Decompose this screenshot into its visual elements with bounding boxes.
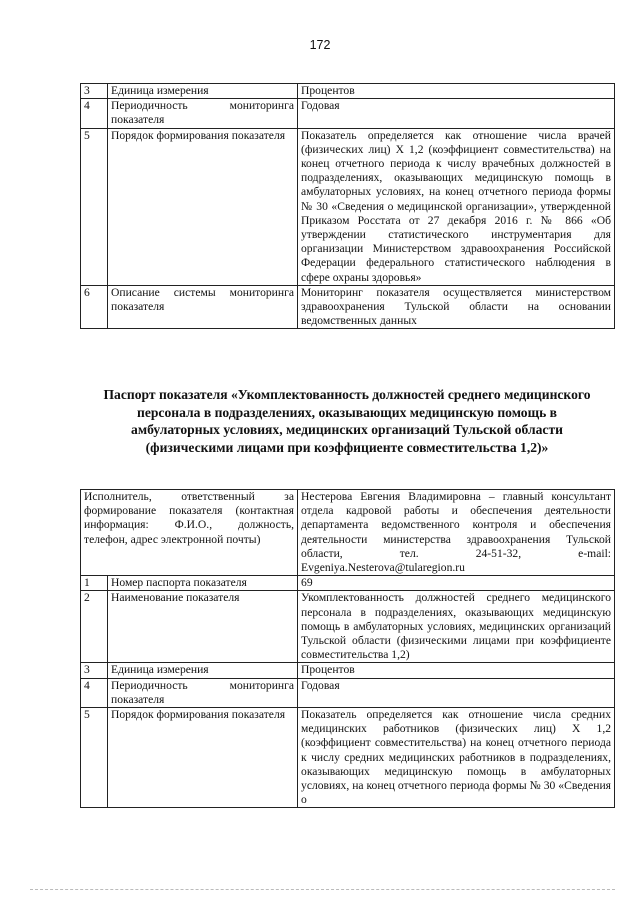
row-value: 69 [298,576,615,591]
row-label: Единица измерения [108,84,298,99]
executor-value: Нестерова Евгения Владимировна – главный консультант отдела кадровой работы и обеспечения деятельности департамента ведомственного контроля и обеспечения деятельности министерства здравоохранения Тульской области, тел. 24-51-32, e-mail: Evgeniya.Nesterova@tularegion.ru [298,490,615,576]
row-value: Показатель определяется как отношение числа средних медицинских работников (физических лиц) Х 1,2 (коэффициент совместительства) на конец отчетного периода к числу средних медицинских работников в подразделениях, оказывающих медицинскую помощь в амбулаторных условиях, на конец отчетного периода формы № 30 «Сведения о [298,708,615,808]
row-value: Показатель определяется как отношение числа врачей (физических лиц) Х 1,2 (коэффициент совместительства) на конец отчетного периода к числу врачебных должностей в подразделениях, оказывающих медицинскую помощь в амбулаторных условиях, на конец отчетного периода формы № 30 «Сведения о медицинской организации», утвержденной Приказом Росстата от 27 декабря 2016 г. № 866 «Об утверждении статистического инструментария для организации Министерством здравоохранения Российской Федерации федерального статистического наблюдения в сфере охраны здоровья» [298,128,615,285]
row-value: Процентов [298,663,615,678]
row-value: Укомплектованность должностей среднего медицинского персонала в подразделениях, оказывающих медицинскую помощь в амбулаторных условиях, медицинских организаций Тульской области (физическими лицами при коэффициенте совместительства 1,2) [298,591,615,663]
indicator-table-continued [80,83,615,329]
row-number: 5 [81,708,108,808]
table-row [81,576,615,591]
row-number: 2 [81,591,108,663]
row-value: Мониторинг показателя осуществляется министерством здравоохранения Тульской области на основании ведомственных данных [298,285,615,329]
executor-label: Исполнитель, ответственный за формирование показателя (контактная информация: Ф.И.О., должность, телефон, адрес электронной почты) [81,490,298,576]
table-row [81,285,615,329]
table-row [81,128,615,285]
page-bottom-artifact-line [30,889,615,890]
row-label: Описание системы мониторинга показателя [108,285,298,329]
table-row [81,99,615,128]
row-number: 4 [81,99,108,128]
row-number: 4 [81,678,108,707]
row-value: Годовая [298,678,615,707]
table-row-header [81,490,615,576]
table-row [81,708,615,808]
row-label: Порядок формирования показателя [108,708,298,808]
row-label: Порядок формирования показателя [108,128,298,285]
row-number: 5 [81,128,108,285]
row-label: Единица измерения [108,663,298,678]
table-row [81,84,615,99]
row-number: 3 [81,663,108,678]
row-value: Процентов [298,84,615,99]
table-row [81,678,615,707]
row-label: Периодичность мониторинга показателя [108,99,298,128]
row-label: Номер паспорта показателя [108,576,298,591]
section-title: Паспорт показателя «Укомплектованность должностей среднего медицинского персонала в подразделениях, оказывающих медицинскую помощь в амбулаторных условиях, медицинских организаций Тульской области (физическими лицами при коэффициенте совместительства 1,2)» [103,387,591,455]
page-number: 172 [309,38,331,52]
row-label: Наименование показателя [108,591,298,663]
indicator-passport-table [80,489,615,808]
row-value: Годовая [298,99,615,128]
row-number: 3 [81,84,108,99]
table-row [81,591,615,663]
row-number: 1 [81,576,108,591]
row-number: 6 [81,285,108,329]
table-row [81,663,615,678]
row-label: Периодичность мониторинга показателя [108,678,298,707]
